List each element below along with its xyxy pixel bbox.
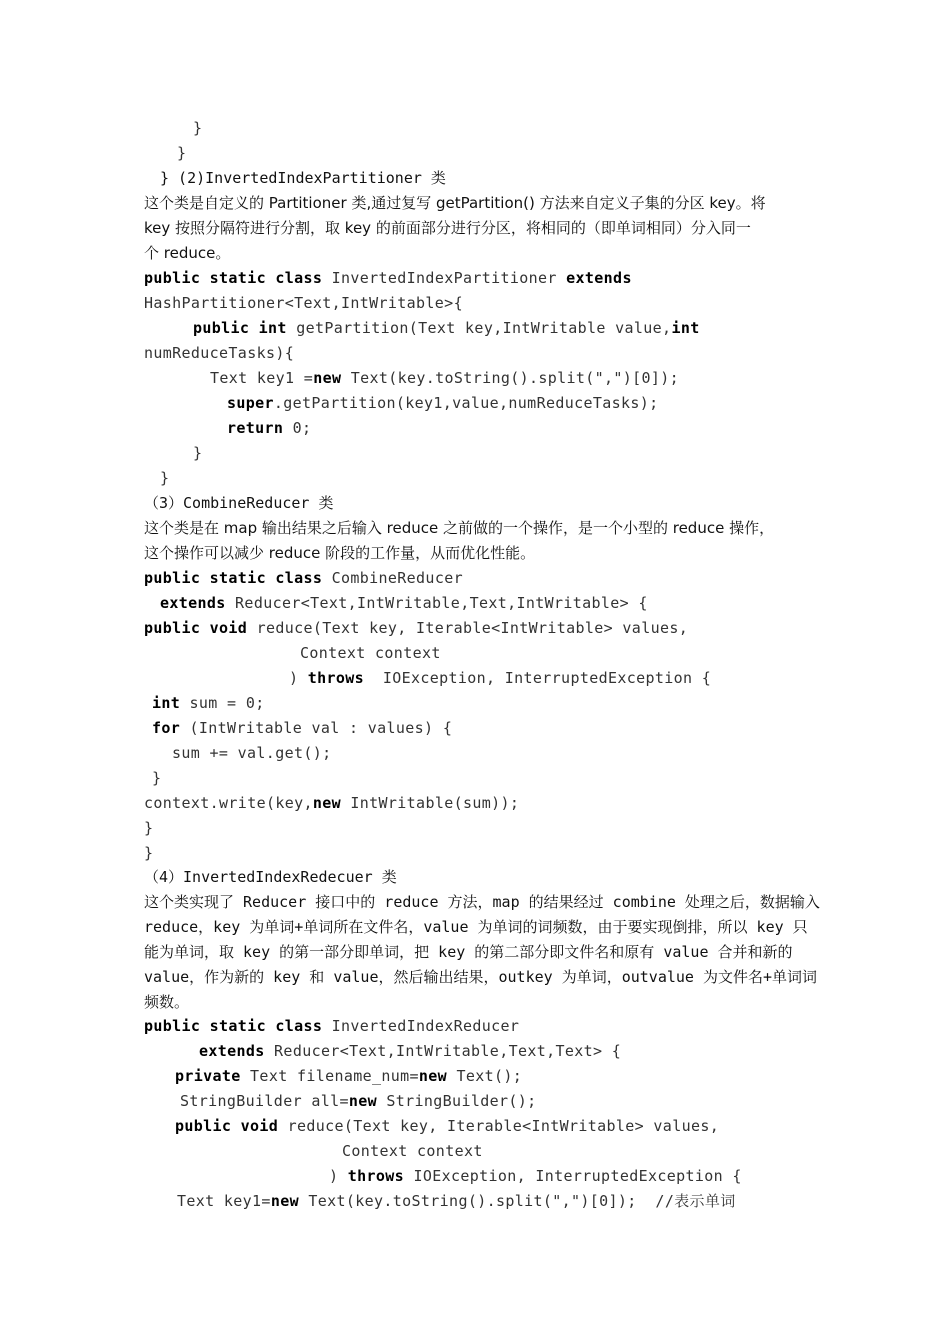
paragraph-line	[144, 541, 535, 566]
keyword: new	[313, 369, 342, 387]
text-segment: sum = 0;	[180, 694, 265, 712]
text-segment: 这个类是在 map 输出结果之后输入 reduce 之前做的一个操作，是一个小型的 reduce 操作，	[144, 519, 775, 537]
keyword: public static class	[144, 1017, 332, 1035]
text-segment: }	[193, 119, 203, 137]
text-segment: reduce(Text key, Iterable<IntWritable> values,	[256, 619, 689, 637]
text-segment: Reducer<Text,IntWritable,Text,IntWritable> {	[225, 594, 648, 612]
text-segment: （4）InvertedIndexRedecuer 类	[144, 868, 397, 886]
text-segment: sum += val.get();	[172, 744, 332, 762]
text-segment: Text(key.toString().split(",")[0]); //表示单词	[298, 1192, 736, 1210]
text-segment: context.write(key,	[144, 794, 313, 812]
keyword: public void	[144, 619, 257, 637]
keyword: public void	[175, 1117, 288, 1135]
text-segment: numReduceTasks){	[144, 344, 295, 362]
text-segment: }	[144, 844, 154, 862]
paragraph-line	[144, 516, 774, 541]
keyword: new	[270, 1192, 299, 1210]
text-segment: key 按照分隔符进行分割，取 key 的前面部分进行分区，将相同的（即单词相同）分入同一	[144, 219, 751, 237]
text-segment: }	[193, 444, 203, 462]
text-segment: value，作为新的 key 和 value，然后输出结果，outkey 为单词，outvalue 为文件名+单词词	[144, 968, 818, 986]
text-segment: )	[329, 1167, 348, 1185]
text-segment: reduce(Text key, Iterable<IntWritable> values,	[287, 1117, 720, 1135]
text-segment: IntWritable(sum));	[341, 794, 520, 812]
code-line	[227, 416, 311, 441]
text-segment: Text filename_num=	[240, 1067, 419, 1085]
keyword: throws	[347, 1167, 405, 1185]
text-segment: Context context	[300, 644, 441, 662]
text-segment: reduce，key 为单词+单词所在文件名，value 为单词的词频数，由于要实现倒排，所以 key 只	[144, 918, 808, 936]
text-segment: Text(key.toString().split(",")[0]);	[341, 369, 680, 387]
code-line	[193, 116, 202, 141]
paragraph-line	[144, 216, 751, 241]
keyword: extends	[199, 1042, 265, 1060]
text-segment: InvertedIndexPartitioner	[331, 269, 567, 287]
code-line	[342, 1139, 483, 1164]
text-segment: 个 reduce。	[144, 244, 231, 262]
heading-line	[160, 166, 446, 191]
code-line	[289, 666, 711, 691]
code-line	[160, 466, 169, 491]
keyword: public static class	[144, 269, 332, 287]
code-line	[144, 841, 153, 866]
text-segment: 这个类是自定义的 Partitioner 类,通过复写 getPartition() 方法来自定义子集的分区 key。将	[144, 194, 766, 212]
keyword: super	[227, 394, 274, 412]
keyword: for	[152, 719, 181, 737]
text-segment: )	[289, 669, 308, 687]
text-segment: 这个类实现了 Reducer 接口中的 reduce 方法，map 的结果经过 combine 处理之后，数据输入	[144, 893, 820, 911]
code-line	[193, 441, 202, 466]
code-line	[175, 1064, 522, 1089]
text-segment: }	[177, 144, 187, 162]
code-line	[152, 766, 161, 791]
code-line	[175, 1114, 719, 1139]
code-line	[144, 566, 463, 591]
keyword: throws	[307, 669, 365, 687]
code-line	[144, 341, 294, 366]
text-segment: （3）CombineReducer 类	[144, 494, 334, 512]
code-line	[227, 391, 659, 416]
code-line	[152, 716, 452, 741]
keyword: public static class	[144, 569, 332, 587]
code-line	[177, 141, 186, 166]
text-segment: Context context	[342, 1142, 483, 1160]
heading-line	[144, 865, 397, 890]
code-line	[144, 616, 688, 641]
code-line	[144, 816, 153, 841]
text-segment: Text key1 =	[210, 369, 314, 387]
text-segment: getPartition(Text key,IntWritable value,	[296, 319, 672, 337]
code-line	[160, 591, 648, 616]
code-line	[193, 316, 700, 341]
code-line	[144, 291, 463, 316]
code-line	[152, 691, 265, 716]
heading-line	[144, 940, 793, 965]
paragraph-line	[144, 191, 766, 216]
keyword: extends	[160, 594, 226, 612]
text-segment: InvertedIndexReducer	[331, 1017, 520, 1035]
text-segment: Text key1=	[177, 1192, 271, 1210]
text-segment: StringBuilder();	[377, 1092, 537, 1110]
text-segment: }	[152, 769, 162, 787]
text-segment: 这个操作可以减少 reduce 阶段的工作量，从而优化性能。	[144, 544, 536, 562]
text-segment: } (2)InvertedIndexPartitioner 类	[160, 169, 446, 187]
text-segment: }	[144, 819, 154, 837]
text-segment: HashPartitioner<Text,IntWritable>{	[144, 294, 463, 312]
keyword: extends	[566, 269, 632, 287]
text-segment: (IntWritable val : values) {	[180, 719, 453, 737]
keyword: private	[175, 1067, 241, 1085]
text-segment: 能为单词，取 key 的第一部分即单词，把 key 的第二部分即文件名和原有 value 合并和新的	[144, 943, 793, 961]
code-line	[329, 1164, 742, 1189]
keyword: public int	[193, 319, 297, 337]
text-segment: CombineReducer	[331, 569, 463, 587]
keyword: int	[671, 319, 700, 337]
code-line	[144, 791, 519, 816]
keyword: new	[348, 1092, 378, 1110]
heading-line	[144, 890, 820, 915]
paragraph-line	[144, 241, 230, 266]
text-segment: Text();	[447, 1067, 523, 1085]
text-segment: Reducer<Text,IntWritable,Text,Text> {	[264, 1042, 622, 1060]
code-line	[180, 1089, 537, 1114]
heading-line	[144, 965, 817, 990]
code-line	[172, 741, 331, 766]
keyword: return	[227, 419, 284, 437]
code-line	[144, 266, 632, 291]
code-line	[300, 641, 441, 666]
text-segment: IOException, InterruptedException {	[364, 669, 712, 687]
heading-line	[144, 915, 808, 940]
keyword: int	[152, 694, 181, 712]
heading-line	[144, 491, 334, 516]
code-line	[199, 1039, 621, 1064]
text-segment: StringBuilder all=	[180, 1092, 349, 1110]
text-segment: IOException, InterruptedException {	[404, 1167, 742, 1185]
text-segment: 频数。	[144, 993, 190, 1011]
code-line	[177, 1189, 736, 1214]
text-segment: }	[160, 469, 170, 487]
text-segment: 0;	[283, 419, 312, 437]
heading-line	[144, 990, 189, 1015]
code-line	[210, 366, 679, 391]
keyword: new	[312, 794, 342, 812]
code-line	[144, 1014, 519, 1039]
keyword: new	[418, 1067, 448, 1085]
text-segment: .getPartition(key1,value,numReduceTasks);	[273, 394, 659, 412]
